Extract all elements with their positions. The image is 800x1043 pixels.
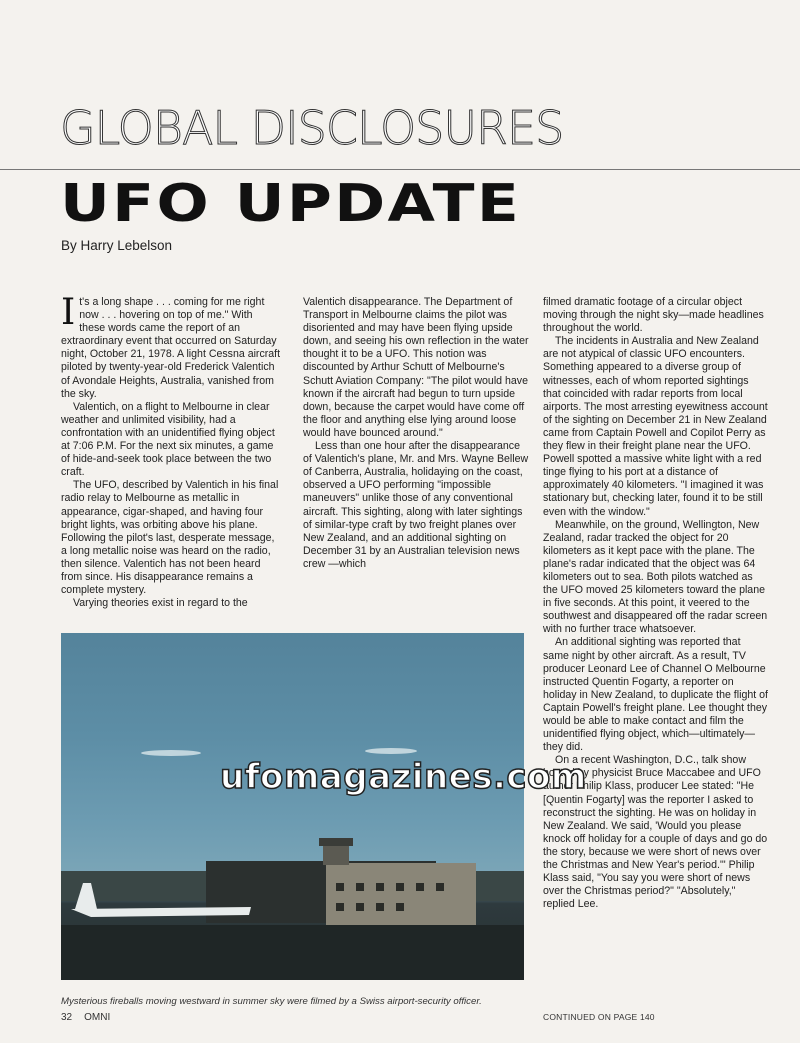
paragraph: The UFO, described by Valentich in his final radio relay to Melbourne as metallic in appearance, cigar-shaped, and having four bright lights, was orbiting above his plane. Following the pilot's last, desperate message, a long metallic noise was heard on the radio, then silence. Valentich has not been heard from since. His disappearance remains a complete mystery. <box>61 479 279 597</box>
paragraph: Valentich, on a flight to Melbourne in clear weather and unlimited visibility, had a confrontation with an unidentified flying object at 7:06 P.M. For the next six minutes, a game of hide-and-seek took place between the two craft. <box>61 400 275 479</box>
tarmac <box>61 925 524 980</box>
article-column-2 <box>303 296 531 571</box>
header-rule <box>0 169 800 170</box>
magazine-name: OMNI <box>84 1012 111 1023</box>
paragraph: Valentich disappearance. The Department of Transport in Melbourne claims the pilot was disoriented and may have been flying upside down, and seeing his own reflection in the water thought it to be a UFO. This notion was discounted by Arthur Schutt of Melbourne's Schutt Aviation Company: "The pilot would have known if the aircraft had begun to turn upside down, because the carpet would have come off the floor and anything else lying around loose would have bounced around." <box>303 296 529 439</box>
section-title: GLOBAL DISCLOSURES <box>60 101 564 155</box>
paragraph: Meanwhile, on the ground, Wellington, New Zealand, radar tracked the object for 20 kilometers as it kept pace with the plane. The plane's radar indicated that the object was 64 kilometers out to sea. Both pilots watched as the UFO moved 25 kilometers toward the plane in five seconds. At this point, it veered to the southwest and disappeared off the radar screen with no further trace whatsoever. <box>543 518 768 636</box>
page-number: 32 <box>61 1012 73 1023</box>
airport-photo <box>61 633 524 980</box>
article-column-3 <box>543 296 769 911</box>
byline: By Harry Lebelson <box>61 238 173 253</box>
paragraph: The incidents in Australia and New Zealand are not atypical of classic UFO encounters. Something appeared to a diverse group of witnesses, each of whom reported sightings that coincided with radar reports from local airports. The most arresting eyewitness account of the sighting on December 21 in New Zealand came from Captain Powell and Copilot Perry as they flew in their freight plane near the UFO. Powell spotted a massive white light with a red tinge flying to his port at a distance of approximately 40 kilometers. "I imagined it was stationary but, checking later, found it to be still even with the window." <box>543 335 768 518</box>
paragraph: Varying theories exist in regard to the <box>73 597 248 610</box>
photo-caption: Mysterious fireballs moving westward in summer sky were filmed by a Swiss airport-security officer. <box>61 996 482 1007</box>
paragraph: On a recent Washington, D.C., talk show hosted by physicist Bruce Maccabee and UFO author Philip Klass, producer Lee stated: "He [Quentin Fogarty] was the reporter I asked to reconstruct the sighting. He was on holiday in New Zealand. We said, 'Would you please knock off holiday for a couple of days and go do the story, because we were short of news over the Christmas and New Year's period.'" Philip Klass said, "You say you were short of news over the Christmas period?" "Absolutely," replied Lee. <box>543 754 768 911</box>
page-footer <box>61 1012 122 1023</box>
control-tower <box>323 843 349 865</box>
paragraph: It's a long shape . . . coming for me right now . . . hovering on top of me." With these words came the report of an extraordinary event that occurred on Saturday night, October 21, 1978. A light Cessna aircraft piloted by twenty-year-old Frederick Valentich of Avondale Heights, Australia, vanished from the sky. <box>61 292 281 400</box>
tower-cab <box>319 838 353 846</box>
article-column-1 <box>61 292 281 610</box>
fireball-streak <box>141 750 201 756</box>
continued-note: CONTINUED ON PAGE 140 <box>543 1012 655 1022</box>
drop-cap: I <box>61 292 76 333</box>
watermark: ufomagazines.com <box>220 757 587 797</box>
paragraph: Less than one hour after the disappearance of Valentich's plane, Mr. and Mrs. Wayne Bellew of Canberra, Australia, holidaying on the coast, observed a UFO performing "impossible maneuvers" unlike those of any conventional aircraft. This sighting, along with later sightings of similar-type craft by two freight planes over New Zealand, and an additional sighting on December 31 by an Australian television news crew —which <box>303 440 529 570</box>
terminal-building <box>326 863 476 925</box>
headline: UFO UPDATE <box>60 174 522 234</box>
paragraph: An additional sighting was reported that same night by other aircraft. As a result, TV producer Leonard Lee of Channel O Melbourne instructed Quentin Fogarty, a reporter on holiday in New Zealand, to duplicate the flight of Captain Powell's freight plane. Lee thought they would be able to make contact and film the unidentified flying object, which—ultimately—they did. <box>543 636 768 754</box>
paragraph: filmed dramatic footage of a circular object moving through the night sky—made headlines throughout the world. <box>543 296 764 335</box>
fireball-streak <box>365 748 417 754</box>
airport-scene-illustration <box>61 633 524 980</box>
